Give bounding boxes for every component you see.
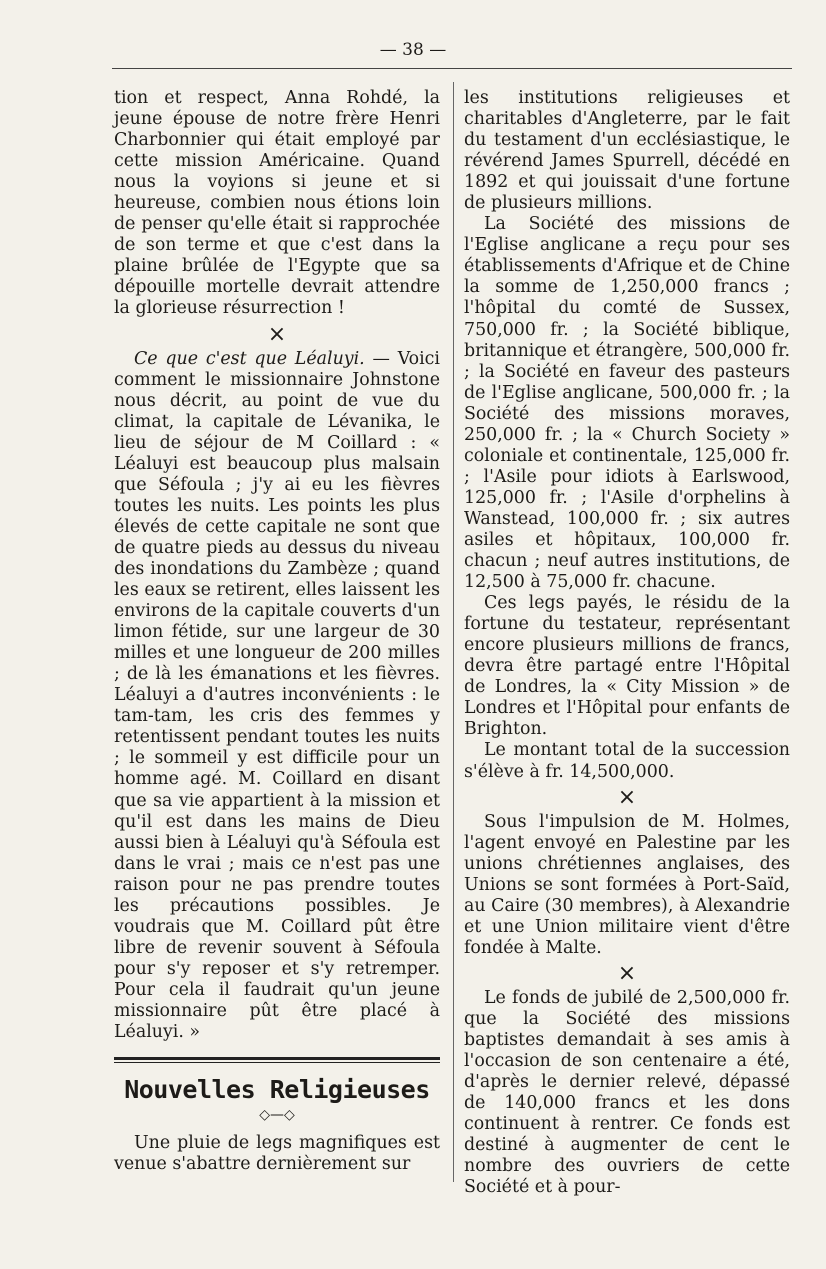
cross-separator: × [267,321,287,347]
section-title: Nouvelles Religieuses [124,1075,430,1105]
paragraph-lealuyi [114,349,440,1044]
paragraph-residu: Ces legs payés, le résidu de la fortune du testateur, représentant encore plusieurs millions de francs, devra être partagé entre l'Hôpital de Londres, la « City Mission » de Londres et l'Hôpital pour enfants de Brighton. [464,593,790,740]
thin-rule [114,1062,440,1063]
page-number: — 38 — [379,40,447,60]
ornament: ◇—◇ [259,1107,295,1124]
cross-separator: × [617,784,637,810]
paragraph-jubile: Le fonds de jubilé de 2,500,000 fr. que la Société des missions baptistes demandait à ses amis à l'occasion de son centenaire a été, d'après le dernier relevé, dépassé de 140,000 francs et les dons continuent à rentrer. Ce fonds est destiné à augmenter de cent le nombre des ouvriers de cette Société et à pour- [464,987,790,1198]
paragraph-anna-rohde: tion et respect, Anna Rohdé, la jeune épouse de notre frère Henri Charbonnier qui était employé par cette mission Américaine. Quand nous la voyions si jeune et si heureuse, combien nous étions loin de penser qu'elle était si rapprochée de son terme et que c'est dans la plaine brûlée de l'Egypte que sa dépouille mortelle devrait attendre la glorieuse résurrection ! [114,88,440,319]
thick-rule [114,1057,440,1060]
column-divider [453,82,454,1182]
lealuyi-body: — Voici comment le missionnaire Johnstone nous décrit, au point de vue du climat, la capitale de Lévanika, le lieu de séjour de M Coillard : « Léaluyi est beaucoup plus malsain que Séfoula ; j'y ai eu les fièvres toutes les nuits. Les points les plus élevés de cette capitale ne sont que de quatre pieds au dessus du niveau des inondations du Zambèze ; quand les eaux se retirent, elles laissent les environs de la capitale couverts d'un limon fétide, sur une largeur de 30 milles et une longueur de 200 milles ; de là les émanations et les fièvres. Léaluyi a d'autres inconvénients : le tam-tam, les cris des femmes y retentissent pendant toutes les nuits ; le sommeil y est difficile pour un homme agé. M. Coillard en disant que sa vie appartient à la mission et qu'il est dans les mains de Dieu aussi bien à Léaluyi qu'à Séfoula est dans le vrai ; mais ce n'est pas une raison pour ne pas prendre toutes les précautions possibles. Je voudrais que M. Coillard pût être libre de revenir souvent à Séfoula pour s'y reposer et s'y retremper. Pour cela il faudrait qu'un jeune missionnaire pût être placé à Léaluyi. » [114,348,440,1043]
paragraph-holmes: Sous l'impulsion de M. Holmes, l'agent envoyé en Palestine par les unions chrétiennes anglaises, des Unions se sont formées à Port-Saïd, au Caire (30 membres), à Alexandrie et une Union militaire vient d'être fondée à Malte. [464,811,790,958]
top-rule [112,68,792,69]
left-column [114,88,440,1175]
paragraph-societe-missions: La Société des missions de l'Eglise anglicane a reçu pour ses établissements d'Afrique et de Chine la somme de 1,250,000 francs ; l'hôpital du comté de Sussex, 750,000 fr. ; la Société biblique, britannique et étrangère, 500,000 fr. ; la Société en faveur des pasteurs de l'Eglise anglicane, 500,000 fr. ; la Société des missions moraves, 250,000 fr. ; la « Church Society » coloniale et continentale, 125,000 fr. ; l'Asile pour idiots à Earlswood, 125,000 fr. ; l'Asile d'orphelins à Wanstead, 100,000 fr. ; six autres asiles et hôpitaux, 100,000 fr. chacun ; neuf autres institutions, de 12,500 à 75,000 fr. chacune. [464,214,790,593]
lealuyi-title: Ce que c'est que Léaluyi. [134,348,365,369]
paragraph-legs-intro: Une pluie de legs magnifiques est venue s'abattre dernièrement sur [114,1133,440,1175]
heading-rules [114,1057,440,1063]
cross-separator: × [617,960,637,986]
right-column [464,88,790,1198]
paragraph-montant-total: Le montant total de la succession s'élève à fr. 14,500,000. [464,740,790,782]
paragraph-institutions: les institutions religieuses et charitables d'Angleterre, par le fait du testament d'un ecclésiastique, le révérend James Spurrell, décédé en 1892 et qui jouissait d'une fortune de plusieurs millions. [464,88,790,214]
